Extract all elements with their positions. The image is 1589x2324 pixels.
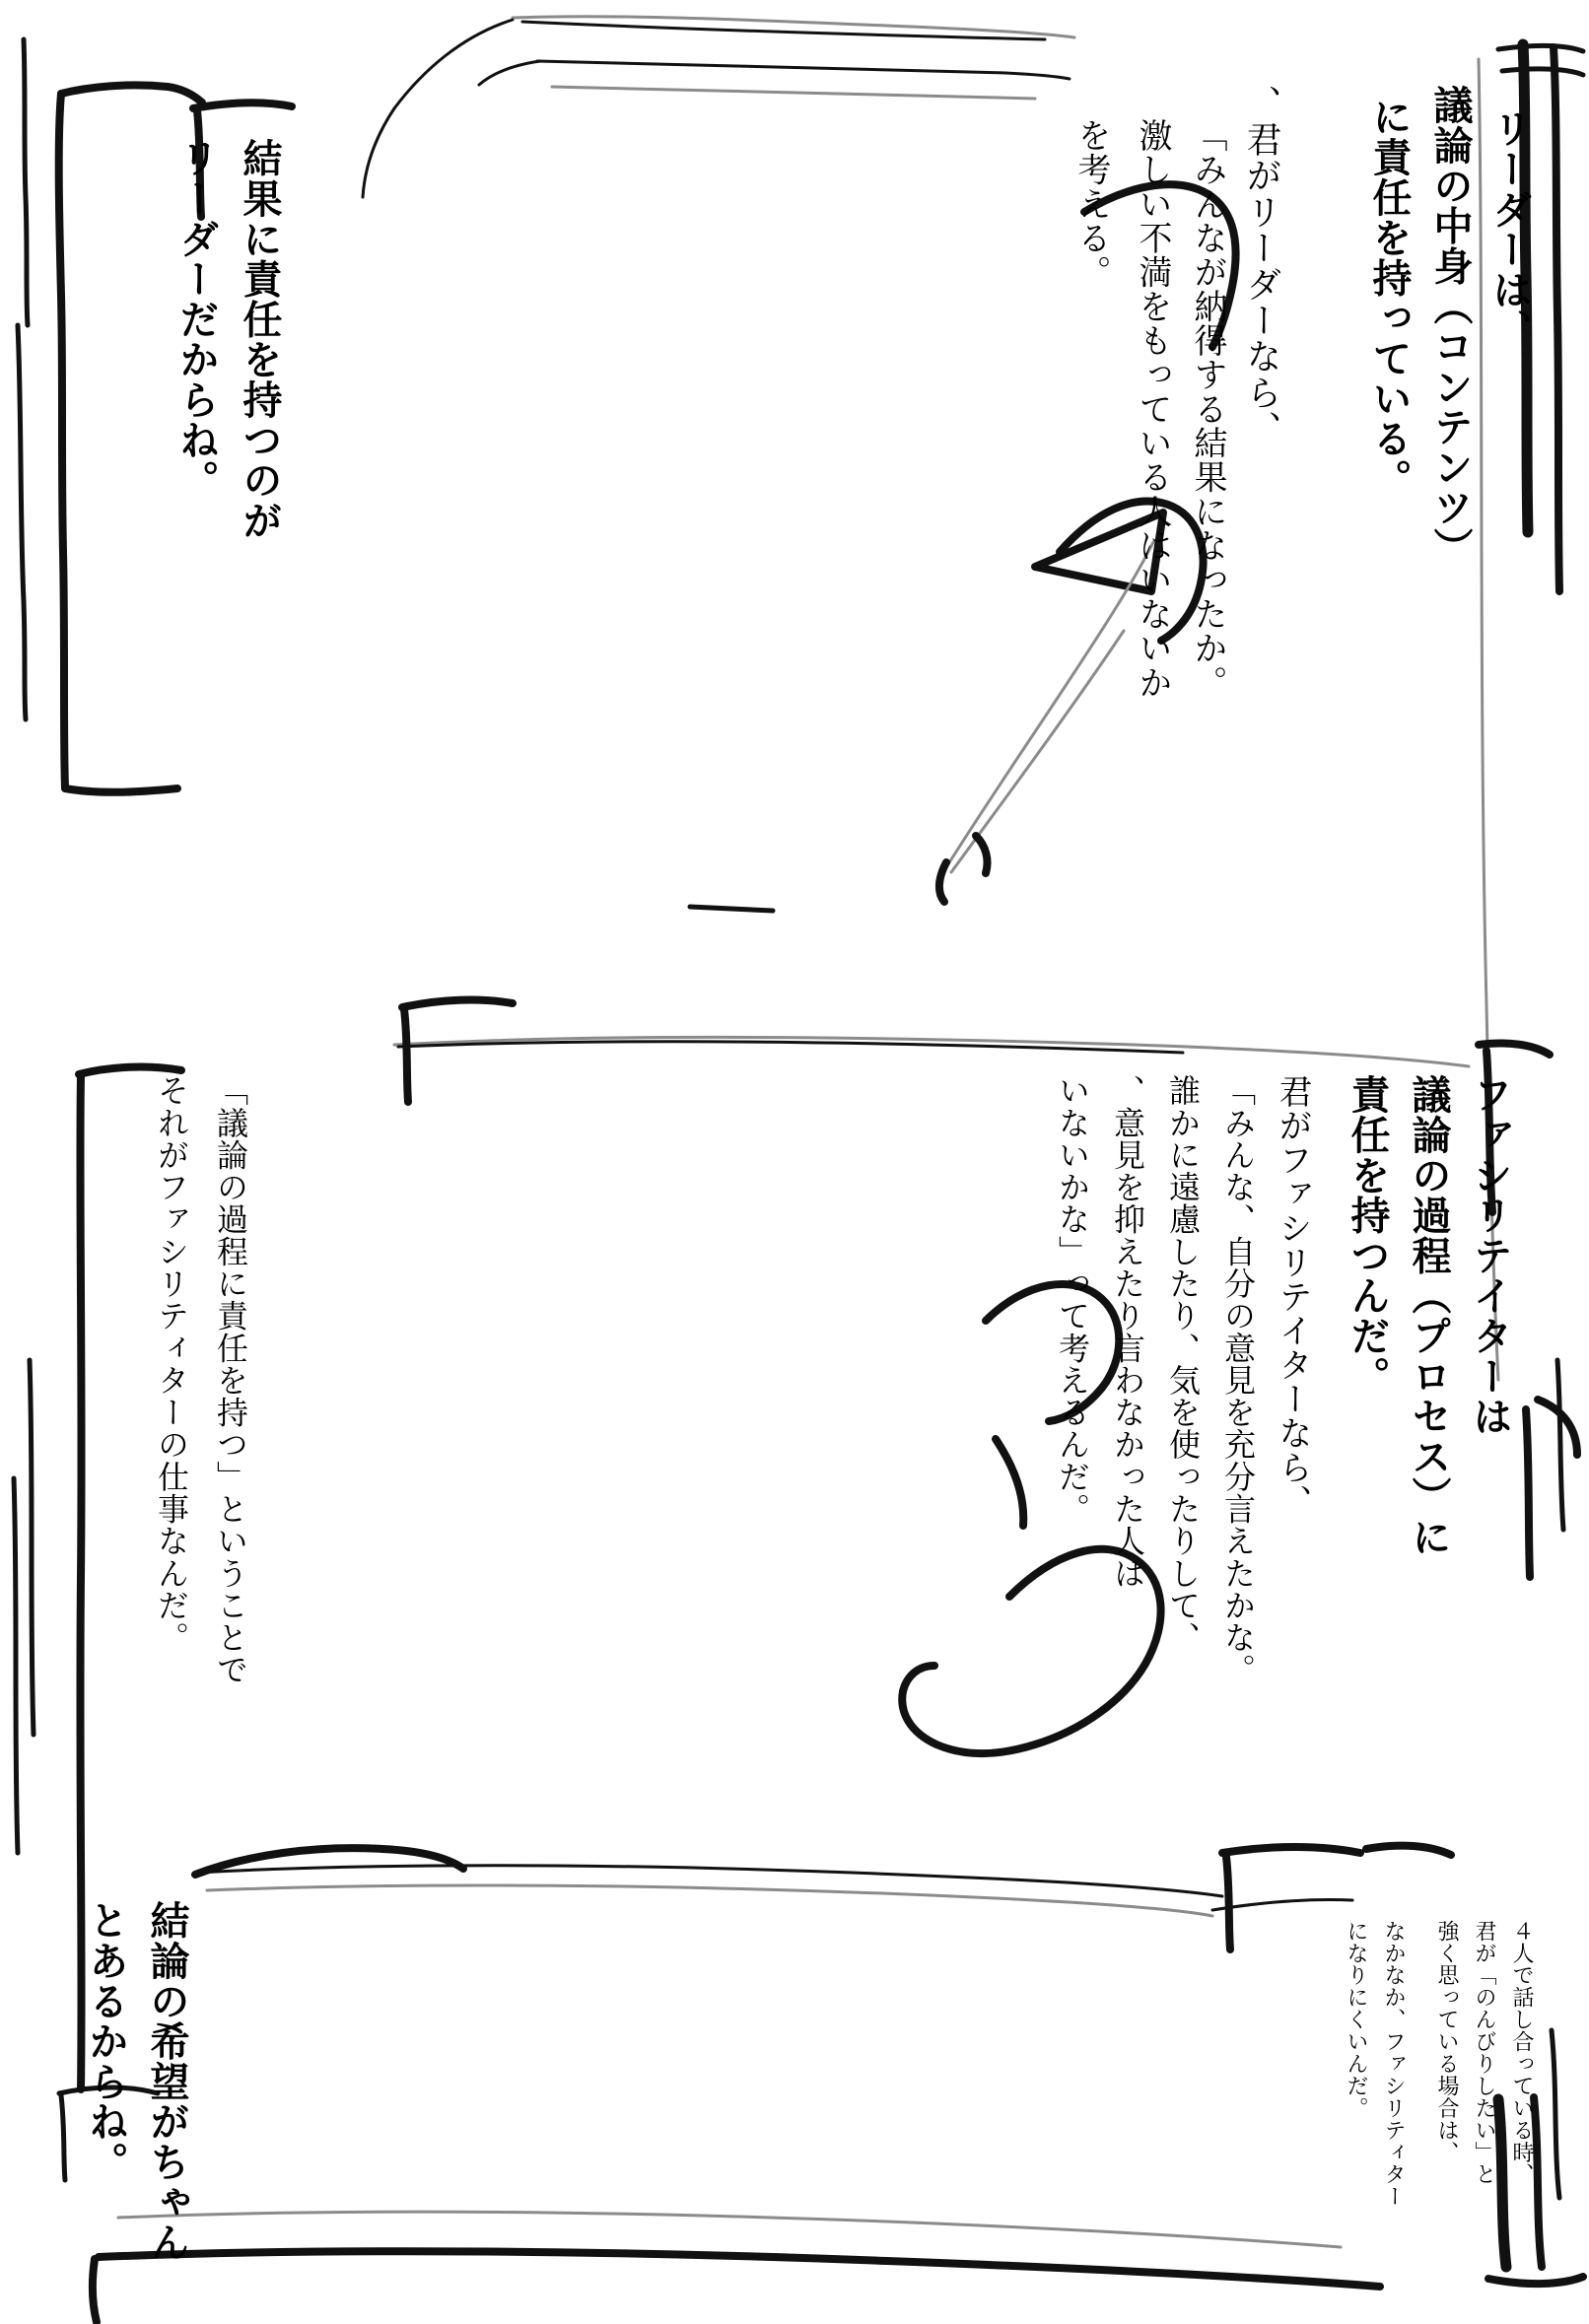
side-note-line-2: 君が「のんびりしたい」と bbox=[1472, 1920, 1496, 2186]
bottom-line-1: 結論の希望がちゃん bbox=[144, 1900, 189, 2263]
leader-line-2: 議論の中身（コンテンツ） bbox=[1427, 85, 1473, 568]
facilitator-line-10: それがファシリティターの仕事なんだ。 bbox=[153, 1074, 190, 1654]
leader-line-1: リーダーは、 bbox=[1486, 108, 1532, 350]
leader-line-7: を考える。 bbox=[1071, 118, 1111, 290]
leader-line-3: に責任を持っている。 bbox=[1366, 97, 1412, 499]
leader-line-4: 、君がリーダーなら、 bbox=[1241, 85, 1281, 447]
side-note-line-3: 強く思っている場合は、 bbox=[1434, 1920, 1459, 2163]
facilitator-line-8: いないかな」って考えるんだ。 bbox=[1054, 1074, 1091, 1525]
leader-line-6: 激しい不満をもっている人はいないか bbox=[1133, 118, 1172, 700]
side-note-line-5: になりにくいんだ。 bbox=[1344, 1920, 1368, 2119]
leader-conclusion-line-2: リーダーだからね。 bbox=[173, 138, 219, 501]
bottom-line-2: とあるからね。 bbox=[83, 1900, 128, 2182]
leader-line-5: 「みんなが納得する結果になったか。 bbox=[1188, 118, 1227, 700]
facilitator-line-5: 「みんな、自分の意見を充分言えたかな。 bbox=[1219, 1074, 1257, 1686]
facilitator-line-7: 、意見を抑えたり言わなかった人は bbox=[1109, 1074, 1146, 1590]
facilitator-line-1: ファシリテイターは bbox=[1467, 1074, 1512, 1437]
leader-conclusion-line-1: 結果に責任を持つのが bbox=[237, 138, 282, 540]
facilitator-line-6: 誰かに遠慮したり、気を使ったりして、 bbox=[1164, 1074, 1202, 1654]
facilitator-line-3: 責任を持つんだ。 bbox=[1345, 1074, 1390, 1397]
side-note-line-1: ４人で話し合っている時、 bbox=[1509, 1920, 1534, 2186]
facilitator-line-2: 議論の過程（プロセス）に bbox=[1406, 1074, 1451, 1557]
facilitator-line-9: 「議論の過程に責任を持つ」ということで bbox=[212, 1074, 249, 1686]
side-note-line-4: なかなか、ファシリティター bbox=[1381, 1920, 1406, 2208]
facilitator-line-4: 君がファシリテイターなら、 bbox=[1273, 1074, 1312, 1519]
